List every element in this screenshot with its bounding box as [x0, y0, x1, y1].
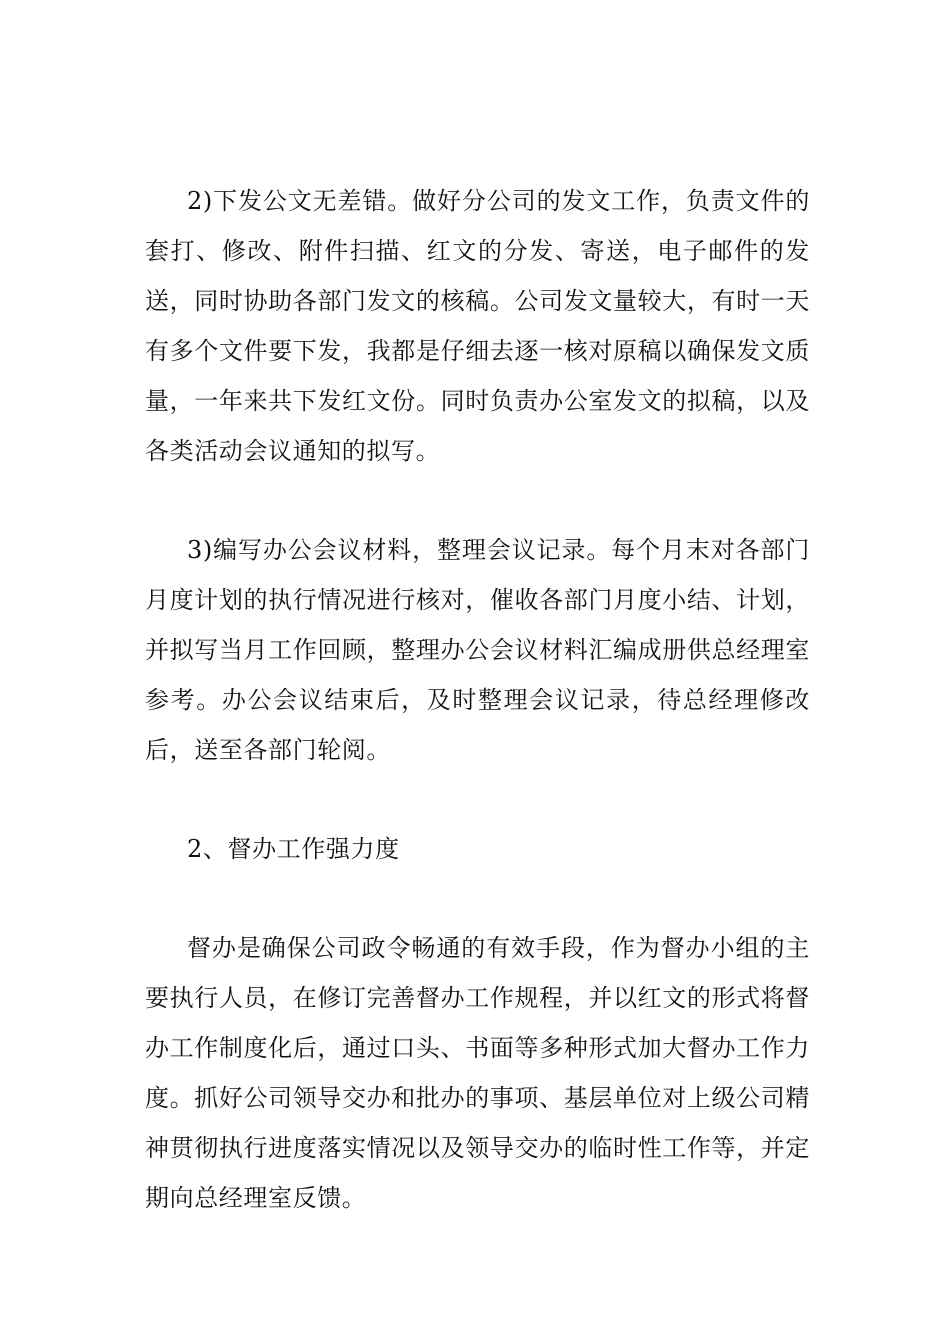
paragraph-gap	[145, 775, 810, 824]
paragraph-dispatch-documents: 2)下发公文无差错。做好分公司的发文工作，负责文件的套打、修改、附件扫描、红文的分发、寄送，电子邮件的发送，同时协助各部门发文的核稿。公司发文量较大，有时一天有多个文件要下发，我都是仔细去逐一核对原稿以确保发文质量，一年来共下发红文份。同时负责办公室发文的拟稿，以及各类活动会议通知的拟写。	[145, 187, 810, 465]
paragraph-gap	[145, 476, 810, 525]
section-heading-supervision: 2、督办工作强力度	[187, 835, 400, 863]
paragraph-supervision: 督办是确保公司政令畅通的有效手段，作为督办小组的主要执行人员，在修订完善督办工作规程，并以红文的形式将督办工作制度化后，通过口头、书面等多种形式加大督办工作力度。抓好公司领导交办和批办的事项、基层单位对上级公司精神贯彻执行进度落实情况以及领导交办的临时性工作等，并定期向总经理室反馈。	[145, 934, 810, 1212]
paragraph-meeting-materials: 3)编写办公会议材料，整理会议记录。每个月末对各部门月度计划的执行情况进行核对，催收各部门月度小结、计划，并拟写当月工作回顾，整理办公会议材料汇编成册供总经理室参考。办公会议结束后，及时整理会议记录，待总经理修改后，送至各部门轮阅。	[145, 536, 810, 764]
document-body	[145, 176, 810, 1223]
paragraph-gap	[145, 874, 810, 923]
